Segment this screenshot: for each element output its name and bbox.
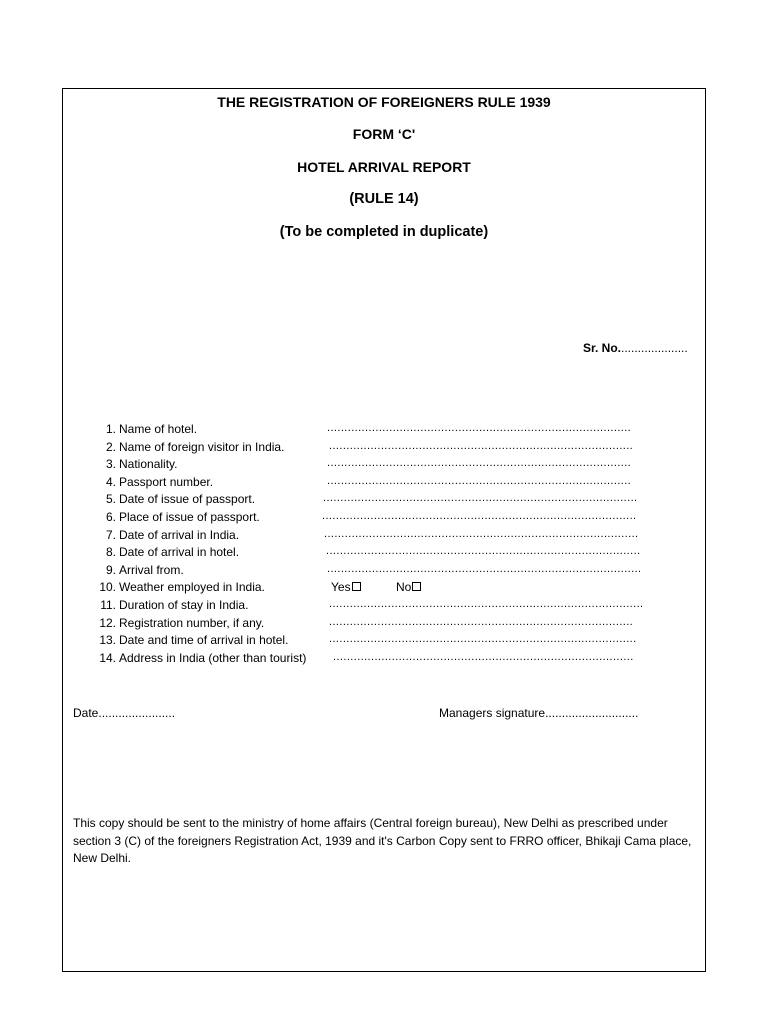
- form-frame: [62, 88, 706, 972]
- date-label: Date: [73, 706, 99, 720]
- field-number: 6.: [105, 509, 116, 524]
- date-blank[interactable]: .......................: [98, 706, 176, 720]
- field-number: 7.: [105, 527, 116, 542]
- yes-checkbox-option[interactable]: [331, 580, 361, 594]
- field-row-india-arrival-date: [63, 528, 705, 546]
- field-row-visitor-name: [63, 440, 705, 458]
- field-number: 10.: [99, 580, 116, 595]
- field-label: Registration number, if any.: [119, 615, 265, 630]
- field-blank-india-arrival-date[interactable]: ...........................................................................................: [324, 527, 639, 540]
- field-blank-nationality[interactable]: ........................................................................................: [327, 457, 632, 470]
- field-blank-hotel-name[interactable]: ........................................................................................: [327, 422, 632, 434]
- field-number: 5.: [105, 492, 116, 507]
- form-rule: (RULE 14): [349, 191, 419, 207]
- field-row-nationality: [63, 457, 705, 475]
- serial-number-blank[interactable]: ....................: [621, 341, 688, 355]
- field-label: Weather employed in India.: [119, 580, 265, 595]
- field-number: 3.: [105, 457, 116, 472]
- serial-number-field[interactable]: [583, 341, 688, 355]
- form-name: FORM ‘C': [352, 126, 416, 142]
- field-number: 14.: [99, 650, 116, 665]
- field-label: Passport number.: [119, 474, 214, 489]
- field-blank-stay-duration[interactable]: ...........................................................................................: [329, 597, 644, 610]
- yes-checkbox[interactable]: [352, 582, 361, 591]
- field-number: 12.: [99, 615, 116, 630]
- field-row-passport-number: [63, 475, 705, 493]
- field-row-registration-number: [63, 616, 705, 634]
- field-number: 4.: [105, 474, 116, 489]
- no-checkbox[interactable]: [412, 582, 421, 591]
- signature-blank[interactable]: ............................: [545, 706, 639, 720]
- field-label: Place of issue of passport.: [119, 509, 260, 524]
- field-number: 9.: [105, 562, 116, 577]
- field-label: Date and time of arrival in hotel.: [119, 633, 289, 648]
- date-field[interactable]: [73, 706, 175, 720]
- field-blank-registration-number[interactable]: ........................................................................................: [329, 615, 634, 628]
- signature-label: Managers signature: [439, 706, 546, 720]
- field-label: Name of foreign visitor in India.: [119, 439, 285, 454]
- manager-signature-field[interactable]: [439, 706, 638, 720]
- field-blank-passport-number[interactable]: ........................................................................................: [327, 474, 632, 487]
- field-blank-passport-issue-date[interactable]: ...........................................................................................: [323, 492, 638, 505]
- field-row-arrival-from: [63, 563, 705, 581]
- field-label: Duration of stay in India.: [119, 597, 249, 612]
- field-label: Date of arrival in hotel.: [119, 545, 240, 560]
- field-number: 2.: [105, 439, 116, 454]
- field-blank-arrival-from[interactable]: ...........................................................................................: [327, 562, 642, 575]
- form-instruction: (To be completed in duplicate): [279, 224, 489, 240]
- field-label: Address in India (other than tourist): [119, 650, 307, 665]
- field-label: Name of hotel.: [119, 422, 198, 436]
- field-row-hotel-arrival-date: [63, 545, 705, 563]
- field-row-hotel-arrival-time: [63, 633, 705, 651]
- footer-note: This copy should be sent to the ministry of home affairs (Central foreign bureau), New Delhi as prescribed under section 3 (C) of the foreigners Registration Act, 1939 and it's Carbon Copy sent to FRRO officer, Bhikaji Cama place, New Delhi.: [73, 816, 692, 865]
- form-subtitle: HOTEL ARRIVAL REPORT: [297, 159, 471, 175]
- no-label: No: [396, 580, 412, 595]
- field-number: 8.: [105, 545, 116, 560]
- field-label: Date of issue of passport.: [119, 492, 256, 507]
- field-blank-india-address[interactable]: .......................................................................................: [333, 650, 634, 663]
- field-blank-hotel-arrival-date[interactable]: ...........................................................................................: [326, 545, 641, 558]
- field-blank-passport-issue-place[interactable]: ...........................................................................................: [322, 509, 637, 522]
- field-row-hotel-name: [63, 422, 705, 440]
- field-number: 13.: [99, 633, 116, 648]
- field-label: Date of arrival in India.: [119, 527, 240, 542]
- field-row-passport-issue-date: [63, 492, 705, 510]
- serial-number-label: Sr. No.: [583, 341, 622, 355]
- form-fields: [63, 422, 705, 668]
- field-row-india-address: [63, 651, 705, 669]
- field-number: 11.: [100, 597, 116, 612]
- no-checkbox-option[interactable]: [396, 580, 421, 594]
- field-blank-hotel-arrival-time[interactable]: .........................................................................................: [329, 633, 637, 646]
- field-row-employment: [63, 580, 705, 598]
- field-row-passport-issue-place: [63, 510, 705, 528]
- field-row-stay-duration: [63, 598, 705, 616]
- field-blank-visitor-name[interactable]: ........................................................................................: [329, 439, 634, 452]
- field-label: Arrival from.: [119, 562, 184, 577]
- field-label: Nationality.: [119, 457, 178, 472]
- form-title: THE REGISTRATION OF FOREIGNERS RULE 1939: [217, 94, 551, 110]
- yes-label: Yes: [331, 580, 351, 595]
- field-number: 1.: [105, 422, 116, 436]
